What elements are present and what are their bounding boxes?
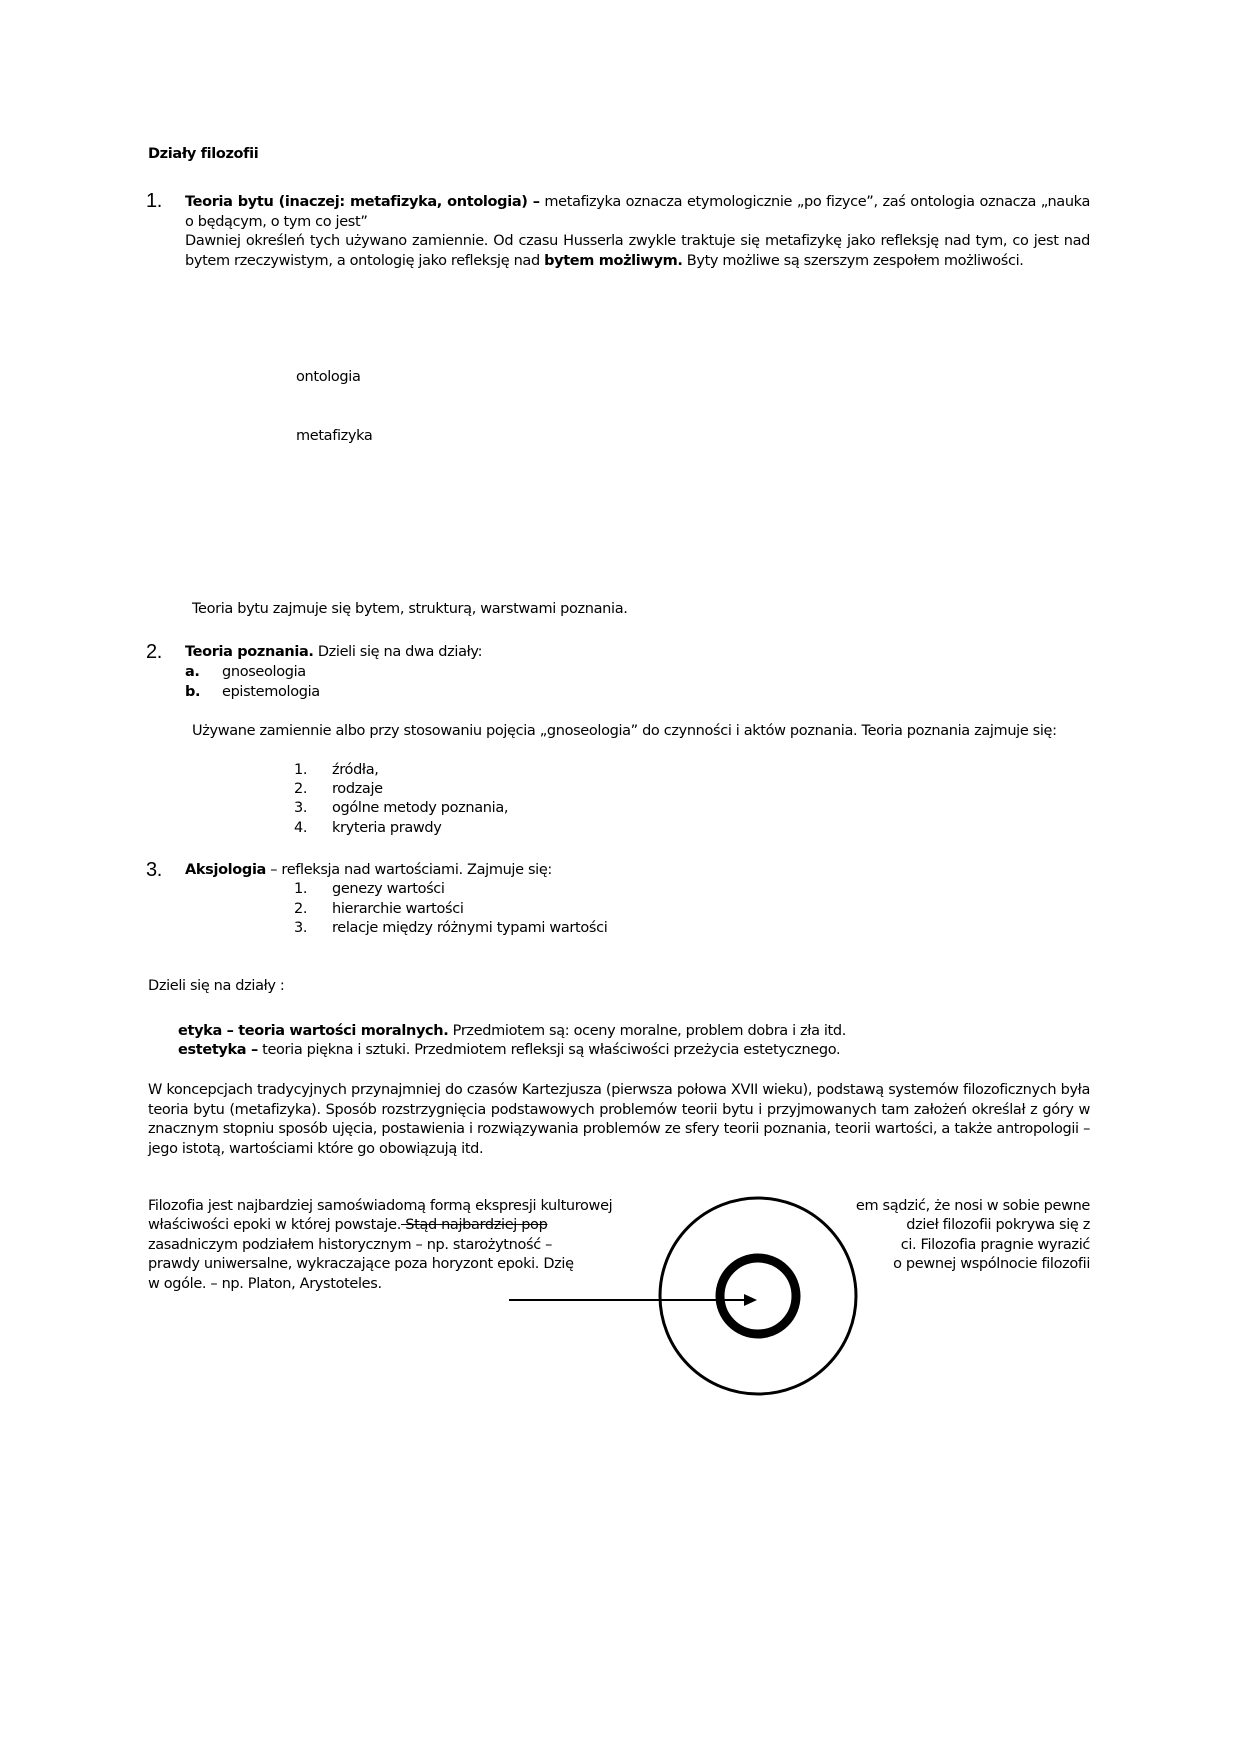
culture-line-4b: o pewnej wspólnocie filozofii xyxy=(893,1256,1090,1272)
section-2-intro: Dzieli się na dwa działy: xyxy=(313,644,483,660)
sub-item-epistemologia: epistemologia xyxy=(222,684,320,700)
list-num: 1. xyxy=(294,881,308,897)
diagram-label-ontologia: ontologia xyxy=(296,369,361,385)
section-2-number: 2. xyxy=(146,641,162,663)
sub-mark-b: b. xyxy=(185,684,201,700)
section-1-text3: Byty możliwe są szerszym zespołem możliwości. xyxy=(682,252,1024,269)
list-item: rodzaje xyxy=(332,781,383,797)
section-1-text2: Dawniej określeń tych używano zamiennie. Od czasu Husserla zwykle traktuje się metafizykę jako refleksję nad tym, co jest nad bytem rzeczywistym, a ontologię jako refleksję nad xyxy=(185,233,1090,269)
section-1-text1: metafizyka oznacza etymologicznie „po fizyce”, zaś ontologia oznacza „nauka o będącym, o tym co jest” xyxy=(185,194,1090,230)
ethics-heading: etyka – teoria wartości moralnych. xyxy=(178,1023,449,1039)
list-num: 3. xyxy=(294,800,308,816)
section-2-paragraph: Używane zamiennie albo przy stosowaniu pojęcia „gnoseologia” do czynności i aktów poznania. Teoria poznania zajmuje się: xyxy=(192,723,1057,739)
culture-line-4a: prawdy uniwersalne, wykraczające poza horyzont epoki. Dzię xyxy=(148,1256,574,1272)
document-title: Działy filozofii xyxy=(148,146,259,162)
section-3-number: 3. xyxy=(146,859,162,881)
ethics-text: Przedmiotem są: oceny moralne, problem dobra i zła itd. xyxy=(448,1023,846,1039)
culture-line-3b: ci. Filozofia pragnie wyrazić xyxy=(900,1237,1090,1253)
diagram-label-metafizyka: metafizyka xyxy=(296,428,373,444)
list-item: ogólne metody poznania, xyxy=(332,800,509,816)
list-num: 3. xyxy=(294,920,308,936)
section-3-title: Aksjologia xyxy=(185,862,266,878)
list-item: hierarchie wartości xyxy=(332,901,464,917)
section-1-bold: bytem możliwym. xyxy=(544,252,683,269)
list-num: 1. xyxy=(294,762,308,778)
outer-circle xyxy=(660,1198,856,1394)
sub-item-gnoseologia: gnoseologia xyxy=(222,664,306,680)
list-num: 4. xyxy=(294,820,308,836)
culture-line-1b: em sądzić, że nosi w sobie pewne xyxy=(855,1198,1090,1214)
tradition-paragraph: W koncepcjach tradycyjnych przynajmniej do czasów Kartezjusza (pierwsza połowa XVII wieku), podstawą systemów filozoficznych była teoria bytu (metafizyka). Sposób rozstrzygnięcia podstawowych problemów teorii bytu i przyjmowanych tam założeń określał z góry w znacznym stopniu sposób ujęcia, postawienia i rozwiązywania problemów ze sfery teorii poznania, teorii wartości, a także antropologii – jego istotą, wartościami które go obowiązują itd. xyxy=(148,1082,1090,1157)
section-2-title: Teoria poznania. xyxy=(185,644,314,660)
culture-line-1a: Filozofia jest najbardziej samoświadomą formą ekspresji kulturowej xyxy=(148,1198,613,1214)
list-item: genezy wartości xyxy=(332,881,445,897)
aesthetics-text: teoria piękna i sztuki. Przedmiotem refleksji są właściwości przeżycia estetycznego. xyxy=(257,1042,841,1058)
section-3-intro: – refleksja nad wartościami. Zajmuje się: xyxy=(266,862,552,878)
culture-line-2-strike: Stąd najbardziej pop xyxy=(401,1217,548,1233)
list-num: 2. xyxy=(294,901,308,917)
section-1-heading: Teoria bytu (inaczej: metafizyka, ontologia) – xyxy=(185,194,540,210)
list-num: 2. xyxy=(294,781,308,797)
section-1-summary: Teoria bytu zajmuje się bytem, strukturą, warstwami poznania. xyxy=(192,601,628,617)
culture-line-2-text: właściwości epoki w której powstaje. xyxy=(148,1217,401,1233)
culture-line-3a: zasadniczym podziałem historycznym – np. starożytność – xyxy=(148,1237,552,1253)
culture-line-5: w ogóle. – np. Platon, Arystoteles. xyxy=(148,1276,382,1292)
list-item: źródła, xyxy=(332,762,379,778)
divisions-intro: Dzieli się na działy : xyxy=(148,978,285,994)
sub-mark-a: a. xyxy=(185,664,200,680)
list-item: relacje między różnymi typami wartości xyxy=(332,920,608,936)
list-item: kryteria prawdy xyxy=(332,820,442,836)
section-1-number: 1. xyxy=(146,190,162,212)
culture-line-2b: dzieł filozofii pokrywa się z xyxy=(906,1217,1090,1233)
aesthetics-heading: estetyka – xyxy=(178,1042,258,1058)
